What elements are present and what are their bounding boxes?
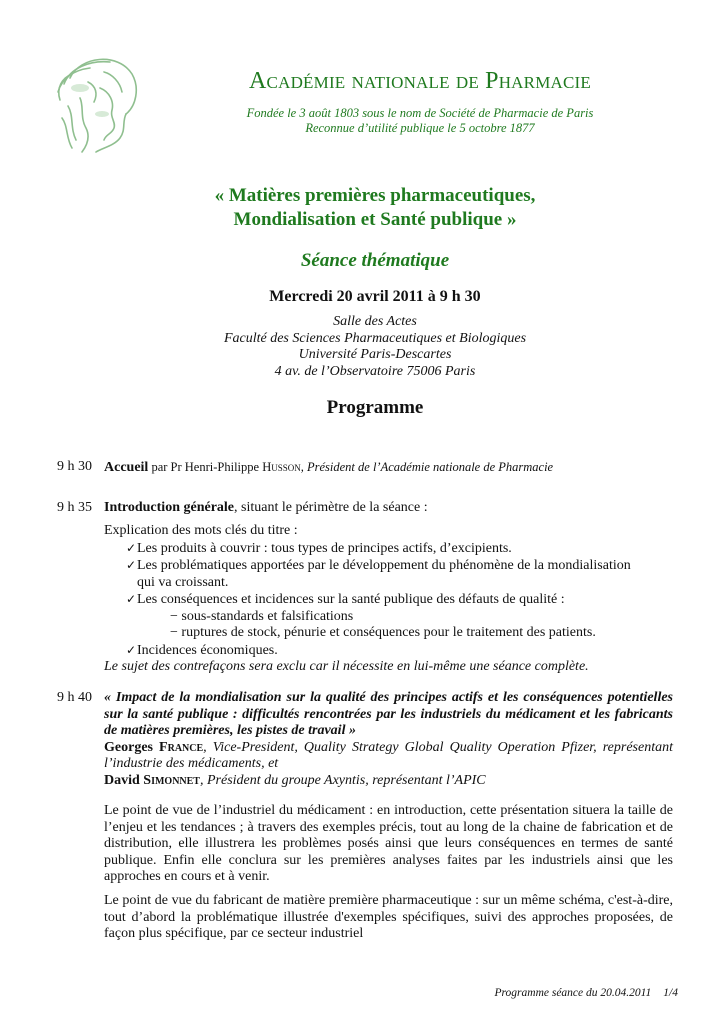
intro-subpoint: − ruptures de stock, pénurie et conséquences pour le traitement des patients. [170,625,596,640]
event-date: Mercredi 20 avril 2011 à 9 h 30 [269,288,481,305]
item-time: 9 h 40 [57,690,92,705]
intro-label: Introduction générale [104,500,235,515]
talk-speaker-2: David Simonnet, Président du groupe Axyntis, représentant l’APIC [104,772,486,788]
recognized-line: Reconnue d’utilité publique le 5 octobre 1877 [305,121,535,135]
event-title [100,184,650,232]
checkmark-icon: ✓ [126,540,137,555]
talk-speaker-1: Georges France, Vice-President, Quality Strategy Global Quality Operation Pfizer, représentant l’industrie des médicaments, et [104,739,673,771]
venue-address: 4 av. de l’Observatoire 75006 Paris [274,363,476,379]
talk-paragraph: Le point de vue de l’industriel du médicament : en introduction, cette présentation situera la taille de l’enjeu et les tendances ; à travers des exemples précis, tout au long de la chaine de fabrication et de distribution, elle illustrera les problèmes posés ainsi que leurs conséquences en termes de santé publique. Enfin elle conclura sur les premières analyses faites par les industriels ainsi que les approches en cours et à venir. [104,803,673,884]
intro-point-continued: qui va croissant. [137,574,229,590]
accueil-label: Accueil [104,460,149,475]
talk-paragraph: Le point de vue du fabricant de matière première pharmaceutique : sur un même schéma, c'est-à-dire, tout d’abord la problématique illustrée d'exemples spécifiques, suivi des approches proposées, de façon plus spécifique, par ce secteur industriel [104,893,673,941]
checkmark-icon: ✓ [126,642,137,657]
accueil-by: par Pr Henri-Philippe [148,460,263,474]
talk-item [104,690,673,789]
event-title-line1: « Matières premières pharmaceutiques, [214,185,536,206]
intro-note: Le sujet des contrefaçons sera exclu car il nécessite en lui-même une séance complète. [104,659,589,674]
athena-profile-icon [40,48,150,158]
event-subtitle: Séance thématique [300,250,450,271]
intro-point: ✓Les problématiques apportées par le développement du phénomène de la mondialisation [126,558,631,573]
item-time: 9 h 30 [57,459,92,474]
page-number: 1/4 [663,987,678,999]
intro-point: ✓Les produits à couvrir : tous types de principes actifs, d’excipients. [126,540,512,556]
event-venue [100,314,650,380]
intro-details [104,523,673,676]
programme-heading: Programme [326,397,424,418]
event-title-line2: Mondialisation et Santé publique » [233,209,517,230]
accueil-speaker-role: , Président de l’Académie nationale de Pharmacie [300,460,554,474]
intro-point: ✓Incidences économiques. [126,642,278,658]
accueil-speaker-name: Husson [262,460,301,474]
footer-text: Programme séance du 20.04.2011 [494,987,652,999]
founding-info [170,106,670,136]
academy-logo [40,48,150,158]
dash-icon: − [170,608,178,624]
intro-point: ✓Les conséquences et incidences sur la santé publique des défauts de qualité : [126,592,565,607]
intro-explication: Explication des mots clés du titre : [104,523,298,538]
academy-title: Académie nationale de Pharmacie [249,68,591,94]
checkmark-icon: ✓ [126,592,137,606]
intro-item [104,500,673,517]
intro-subpoint: − sous-standards et falsifications [170,608,354,624]
venue-faculty: Faculté des Sciences Pharmaceutiques et Biologiques [223,330,527,346]
accueil-item [104,459,673,477]
dash-icon: − [170,625,178,640]
intro-description: , situant le périmètre de la séance : [234,500,428,515]
venue-university: Université Paris-Descartes [298,347,452,362]
page-footer [440,987,678,999]
venue-room: Salle des Actes [333,314,417,329]
talk-title: « Impact de la mondialisation sur la qualité des principes actifs et les conséquences potentielles sur la santé publique : difficultés rencontrées par les industriels du médicament et les fabricants de matières premières, les pistes de travail » [104,690,673,738]
founded-line: Fondée le 3 août 1803 sous le nom de Société de Pharmacie de Paris [246,106,594,120]
item-time: 9 h 35 [57,500,92,515]
checkmark-icon: ✓ [126,558,137,572]
